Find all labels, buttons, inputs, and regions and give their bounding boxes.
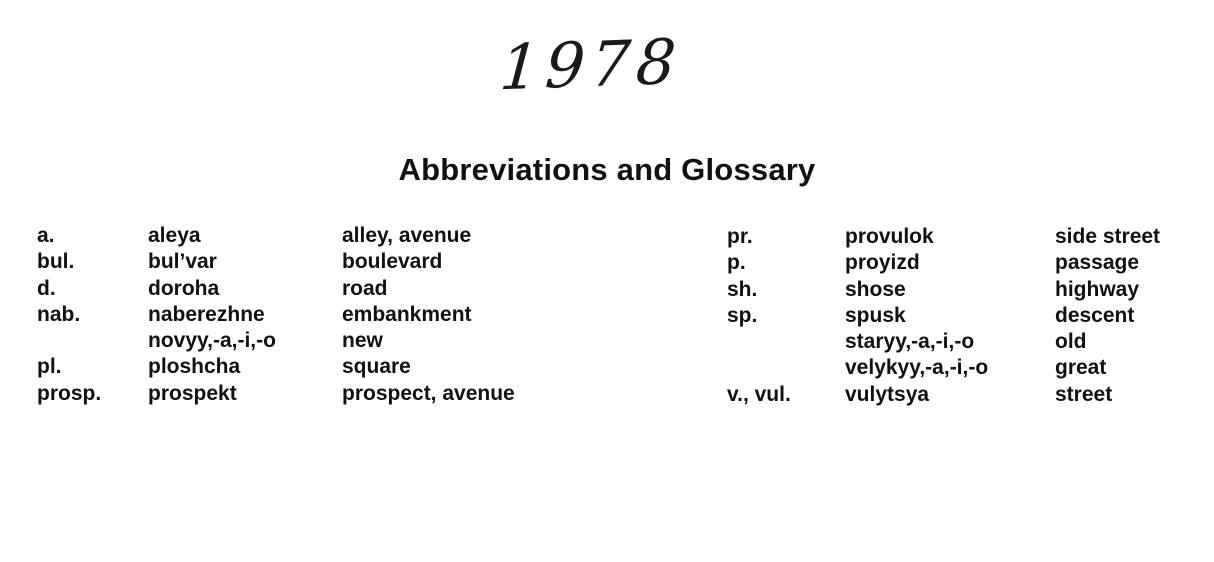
ukrainian-term: velykyy,-a,-i,-o — [845, 356, 989, 380]
english-definition: passage — [1055, 251, 1140, 275]
english-definition: highway — [1055, 277, 1140, 301]
abbreviation: sh. — [727, 277, 758, 301]
abbreviation: a. — [37, 224, 55, 247]
abbreviation: sp. — [727, 303, 758, 327]
ukrainian-term: bul’var — [148, 250, 217, 274]
right-term-column — [845, 224, 988, 408]
abbreviation — [727, 355, 791, 381]
english-definition: boulevard — [342, 250, 443, 274]
abbreviation: pr. — [727, 225, 753, 248]
abbreviation — [727, 329, 791, 355]
abbreviation — [37, 328, 101, 354]
ukrainian-term: proyizd — [845, 251, 920, 275]
handwritten-year: 1978 — [497, 24, 685, 105]
english-definition: alley, avenue — [342, 224, 472, 247]
ukrainian-term: provulok — [845, 225, 934, 248]
ukrainian-term: staryy,-a,-i,-o — [845, 330, 975, 354]
abbreviation: d. — [37, 276, 56, 300]
ukrainian-term: novyy,-a,-i,-o — [148, 329, 276, 353]
ukrainian-term: ploshcha — [148, 355, 241, 379]
abbreviation: p. — [727, 251, 746, 275]
abbreviation: pl. — [37, 355, 62, 379]
ukrainian-term: spusk — [845, 303, 906, 327]
english-definition: side street — [1055, 225, 1161, 248]
english-definition: embankment — [342, 302, 472, 326]
english-definition: street — [1055, 382, 1113, 406]
abbreviation: v., vul. — [727, 382, 791, 406]
ukrainian-term: vulytsya — [845, 382, 930, 406]
ukrainian-term: prospekt — [148, 381, 237, 405]
right-abbreviation-column — [727, 224, 791, 408]
left-definition-column — [342, 223, 515, 407]
english-definition: old — [1055, 330, 1087, 354]
left-term-column — [148, 223, 276, 407]
right-definition-column — [1055, 224, 1165, 408]
english-definition: great — [1055, 356, 1107, 380]
ukrainian-term: aleya — [148, 224, 201, 247]
english-definition: prospect, avenue — [342, 381, 515, 405]
english-definition: square — [342, 355, 411, 379]
left-abbreviation-column — [37, 223, 101, 407]
ukrainian-term: naberezhne — [148, 302, 265, 326]
page-title: Abbreviations and Glossary — [398, 152, 816, 187]
english-definition: descent — [1055, 303, 1135, 327]
abbreviation: nab. — [37, 302, 81, 326]
abbreviation: bul. — [37, 250, 75, 274]
ukrainian-term: doroha — [148, 276, 220, 300]
english-definition: new — [342, 329, 383, 353]
english-definition: road — [342, 276, 388, 300]
abbreviation: prosp. — [37, 381, 102, 405]
ukrainian-term: shose — [845, 277, 906, 301]
